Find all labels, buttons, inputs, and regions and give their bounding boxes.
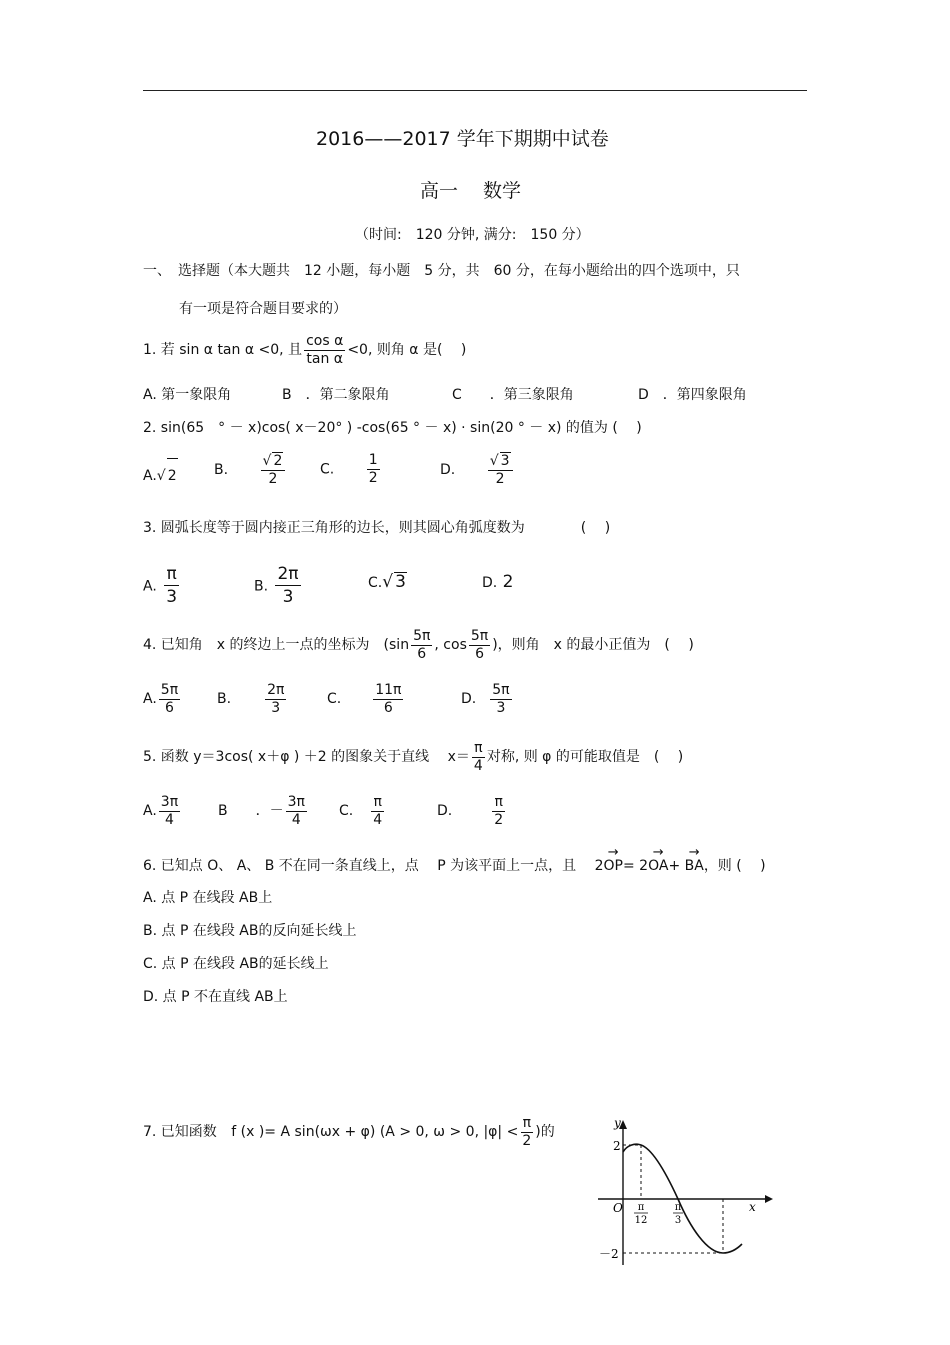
q6-stem: 6. 已知点 O、 A、 B 不在同一条直线上，点 P 为该平面上一点，且 2 — [143, 858, 604, 874]
q2-b-num — [261, 452, 286, 471]
y-axis-label: y — [614, 1116, 621, 1130]
q1-option-a: A. 第一象限角 — [143, 387, 232, 403]
q4-suffix: )，则角 x 的最小正值为 ( ) — [492, 637, 694, 653]
q2-option-c — [320, 452, 382, 487]
q5-b-den: 4 — [291, 811, 301, 828]
question-6 — [143, 857, 766, 875]
q4-f2-den: 6 — [475, 645, 484, 662]
q6-option-d: D. 点 P 不在直线 AB上 — [143, 989, 288, 1005]
x-axis-label: x — [749, 1200, 756, 1214]
q5-d-den: 2 — [494, 811, 504, 828]
q5-c-fraction — [371, 794, 384, 829]
q3-b-num: 2π — [277, 564, 299, 584]
q4-f1-den: 6 — [417, 645, 427, 662]
q5-a-label: A. — [143, 803, 157, 819]
q4-d-label: D. — [461, 691, 477, 707]
q4-b-num: 2π — [267, 681, 285, 698]
q2-a-label: A. — [143, 468, 157, 484]
q3-option-b — [254, 563, 303, 608]
q6-option-b: B. 点 P 在线段 AB的反向延长线上 — [143, 923, 357, 939]
question-5 — [143, 737, 683, 777]
q4-c-num: 11π — [375, 681, 402, 698]
q5-prefix: 5. 函数 y＝3cos( x＋φ ) ＋2 的图象关于直线 x＝ — [143, 749, 470, 765]
q4-c-fraction — [373, 682, 403, 717]
q4-b-den: 3 — [271, 699, 281, 716]
q5-b-label: B ．－ — [218, 803, 284, 819]
q1-fraction — [304, 333, 345, 368]
q3-a-den: 3 — [166, 587, 178, 607]
q4-f1-num: 5π — [413, 627, 431, 644]
q4-b-label: B. — [217, 691, 232, 707]
q3-b-fraction — [275, 563, 300, 608]
q4-option-b — [217, 681, 288, 717]
q7-cond-fraction — [520, 1115, 533, 1150]
q5-option-c — [339, 793, 386, 829]
q5-line-fraction — [472, 740, 485, 775]
q7-formula: f (x )= A sin(ωx + φ) — [231, 1124, 376, 1140]
sqrt-icon: √ — [262, 453, 272, 469]
q1-prefix: 1. 若 sin α tan α <0, 且 — [143, 342, 303, 358]
q1-suffix: <0, 则角 α 是( ) — [347, 342, 467, 358]
q6-plus: + — [668, 858, 685, 874]
q7-condition: (A > 0, ω > 0, |φ| < — [379, 1124, 519, 1140]
q3-c-label: C. — [368, 575, 383, 591]
q7-suffix: )的 — [535, 1124, 555, 1140]
tick-pi-12-den: 12 — [634, 1215, 648, 1226]
vector-oa: → OA — [648, 857, 668, 875]
section-heading: 一、 选择题（本大题共 12 小题，每小题 5 分，共 60 分，在每小题给出的四个选项中，只 — [143, 263, 740, 279]
q3-a-label: A. — [143, 578, 157, 595]
q4-mid: , cos — [434, 637, 467, 653]
sqrt-icon: √ — [489, 453, 499, 469]
q3-d-value: 2 — [502, 572, 514, 592]
sqrt-icon: √ — [382, 572, 394, 592]
page-subtitle: 高一 数学 — [420, 180, 522, 202]
q3-a-fraction — [164, 563, 179, 608]
q4-c-den: 6 — [383, 699, 393, 716]
q2-d-fraction — [488, 452, 513, 488]
tick-pi-3-den: 3 — [674, 1215, 682, 1226]
q4-fraction-2 — [469, 628, 490, 663]
question-2: 2. sin(65 ° － x)cos( x－20° ) -cos(65 ° － x) · sin(20 ° － x) 的值为 ( ) — [143, 420, 642, 436]
q5-suffix: 对称, 则 φ 的可能取值是 ( ) — [486, 749, 684, 765]
q6-eq: = 2 — [622, 858, 649, 874]
q5-a-num: 3π — [160, 793, 179, 810]
question-3: 3. 圆弧长度等于圆内接正三角形的边长，则其圆心角弧度数为 ( ) — [143, 520, 611, 536]
q4-d-num: 5π — [492, 681, 510, 698]
question-4 — [143, 625, 694, 665]
q3-b-label: B. — [254, 578, 269, 595]
q4-option-c — [327, 681, 405, 717]
q2-a-radicand: 2 — [167, 458, 178, 493]
q5-d-num: π — [494, 793, 503, 810]
vector-op: → OP — [604, 857, 623, 875]
q2-c-num: 1 — [368, 452, 378, 468]
q7-prefix: 7. 已知函数 — [143, 1124, 217, 1140]
q5-option-a — [143, 793, 182, 829]
q4-option-a — [143, 681, 182, 717]
q2-b-label: B. — [214, 462, 229, 478]
q1-option-d: D ．第四象限角 — [638, 387, 747, 403]
q2-d-radicand: 3 — [500, 453, 510, 469]
q5-x-num: π — [474, 739, 483, 756]
q2-c-label: C. — [320, 461, 335, 478]
q5-x-den: 4 — [473, 757, 483, 774]
q2-c-fraction — [367, 452, 380, 487]
q4-b-fraction — [265, 682, 286, 717]
q3-d-label: D. — [482, 575, 498, 591]
q3-b-den: 3 — [282, 587, 294, 607]
y-max-label: 2 — [613, 1139, 621, 1153]
q2-b-den: 2 — [268, 471, 278, 487]
y-min-label: －2 — [599, 1247, 619, 1261]
sine-graph — [595, 1115, 775, 1270]
question-7 — [143, 1112, 555, 1152]
q5-c-label: C. — [339, 803, 354, 819]
q7-cond-num: π — [522, 1114, 531, 1131]
q3-option-a — [143, 563, 181, 608]
q5-b-num: 3π — [287, 793, 305, 810]
q2-d-num — [488, 452, 513, 471]
q4-c-label: C. — [327, 691, 342, 707]
q4-a-label: A. — [143, 691, 157, 707]
q6-tail: ，则 ( ) — [703, 858, 766, 874]
q5-b-fraction — [286, 794, 307, 829]
q2-d-label: D. — [440, 462, 456, 478]
q5-d-label: D. — [437, 803, 453, 819]
q5-a-fraction — [159, 794, 180, 829]
q2-b-radicand: 2 — [273, 453, 283, 469]
q4-a-den: 6 — [164, 699, 174, 716]
q4-fraction-1 — [411, 628, 432, 663]
q1-option-b: B ．第二象限角 — [282, 387, 390, 403]
q5-option-d — [437, 793, 507, 829]
section-heading-cont: 有一项是符合题目要求的） — [179, 301, 347, 317]
q4-prefix: 4. 已知角 x 的终边上一点的坐标为 (sin — [143, 637, 410, 653]
q5-a-den: 4 — [164, 811, 174, 828]
page-title: 2016——2017 学年下期期中试卷 — [316, 128, 609, 150]
q4-a-num: 5π — [160, 681, 179, 698]
q2-c-den: 2 — [368, 470, 378, 486]
q1-frac-den: tan α — [306, 350, 343, 367]
q3-option-c — [368, 572, 407, 592]
exam-info: （时间: 120 分钟, 满分: 150 分） — [355, 227, 590, 243]
vector-ba: → BA — [685, 857, 704, 875]
q6-option-c: C. 点 P 在线段 AB的延长线上 — [143, 956, 329, 972]
q5-d-fraction — [492, 794, 505, 829]
q3-option-d — [482, 573, 513, 592]
q6-option-a: A. 点 P 在线段 AB上 — [143, 890, 273, 906]
q3-c-radicand: 3 — [395, 572, 406, 592]
q2-option-d — [440, 452, 515, 488]
q5-c-num: π — [373, 793, 382, 810]
tick-pi-3-num: π — [674, 1202, 682, 1213]
sqrt-icon: √ — [156, 468, 166, 484]
header-rule — [143, 90, 807, 91]
q4-d-den: 3 — [496, 699, 506, 716]
q4-d-fraction — [490, 682, 511, 717]
q3-a-num: π — [166, 564, 177, 584]
question-1 — [143, 330, 466, 370]
origin-label: O — [613, 1201, 623, 1215]
q2-option-b — [214, 452, 287, 488]
q5-c-den: 4 — [373, 811, 383, 828]
q4-f2-num: 5π — [470, 627, 489, 644]
q4-a-fraction — [159, 682, 180, 717]
q7-cond-den: 2 — [522, 1132, 532, 1149]
q2-option-a — [143, 458, 178, 493]
q1-frac-num: cos α — [306, 332, 344, 349]
x-axis-arrow-icon — [765, 1195, 773, 1203]
q2-b-fraction — [261, 452, 286, 488]
q1-option-c: C ．第三象限角 — [452, 387, 574, 403]
q4-option-d — [461, 681, 514, 717]
tick-pi-12-num: π — [637, 1202, 645, 1213]
q5-option-b — [218, 793, 309, 829]
q2-d-den: 2 — [495, 471, 505, 487]
